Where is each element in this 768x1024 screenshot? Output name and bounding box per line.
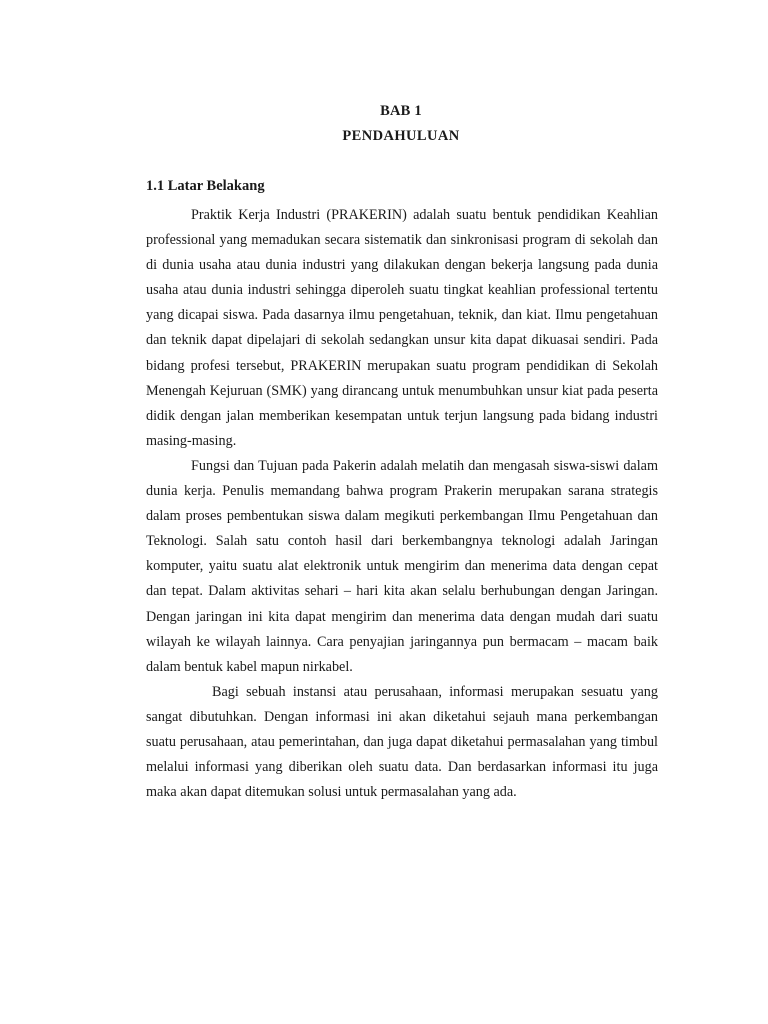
- body-text: [146, 203, 658, 805]
- chapter-number: BAB 1: [380, 103, 422, 119]
- paragraph-fungsi-tujuan: Fungsi dan Tujuan pada Pakerin adalah melatih dan mengasah siswa-siswi dalam dunia kerja. Penulis memandang bahwa program Prakerin merupakan sarana strategis dalam proses pembentukan siswa dalam megikuti perkembangan Ilmu Pengetahuan dan Teknologi. Salah satu contoh hasil dari berkembangnya teknologi adalah Jaringan komputer, yaitu suatu alat elektronik untuk mengirim dan menerima data dengan cepat dan tepat. Dalam aktivitas sehari – hari kita akan selalu berhubungan dengan Jaringan. Dengan jaringan ini kita dapat mengirim dan menerima data dengan mudah dari suatu wilayah ke wilayah lainnya. Cara penyajian jaringannya pun bermacam – macam baik dalam bentuk kabel mapun nirkabel.: [146, 457, 658, 675]
- section-heading: 1.1 Latar Belakang: [146, 178, 265, 194]
- paragraph-informasi: Bagi sebuah instansi atau perusahaan, informasi merupakan sesuatu yang sangat dibutuhkan. Dengan informasi ini akan diketahui sejauh mana perkembangan suatu perusahaan, atau pemerintahan, dan juga dapat diketahui permasalahan yang timbul melalui informasi yang diberikan oleh suatu data. Dan berdasarkan informasi itu juga maka akan dapat ditemukan solusi untuk permasalahan yang ada.: [146, 683, 658, 801]
- chapter-title: PENDAHULUAN: [342, 128, 460, 144]
- paragraph-prakerin: Praktik Kerja Industri (PRAKERIN) adalah suatu bentuk pendidikan Keahlian professional yang memadukan secara sistematik dan sinkronisasi program di sekolah dan di dunia usaha atau dunia industri yang dilakukan dengan bekerja langsung pada dunia usaha atau dunia industri sehingga diperoleh suatu tingkat keahlian professional tertentu yang dicapai siswa. Pada dasarnya ilmu pengetahuan, teknik, dan kiat. Ilmu pengetahuan dan teknik dapat dipelajari di sekolah sedangkan unsur kita dapat dikuasai sendiri. Pada bidang profesi tersebut, PRAKERIN merupakan suatu program pendidikan di Sekolah Menengah Kejuruan (SMK) yang dirancang untuk menumbuhkan unsur kiat pada peserta didik dengan jalan memberikan kesempatan untuk terjun langsung pada bidang industri masing-masing.: [146, 207, 658, 449]
